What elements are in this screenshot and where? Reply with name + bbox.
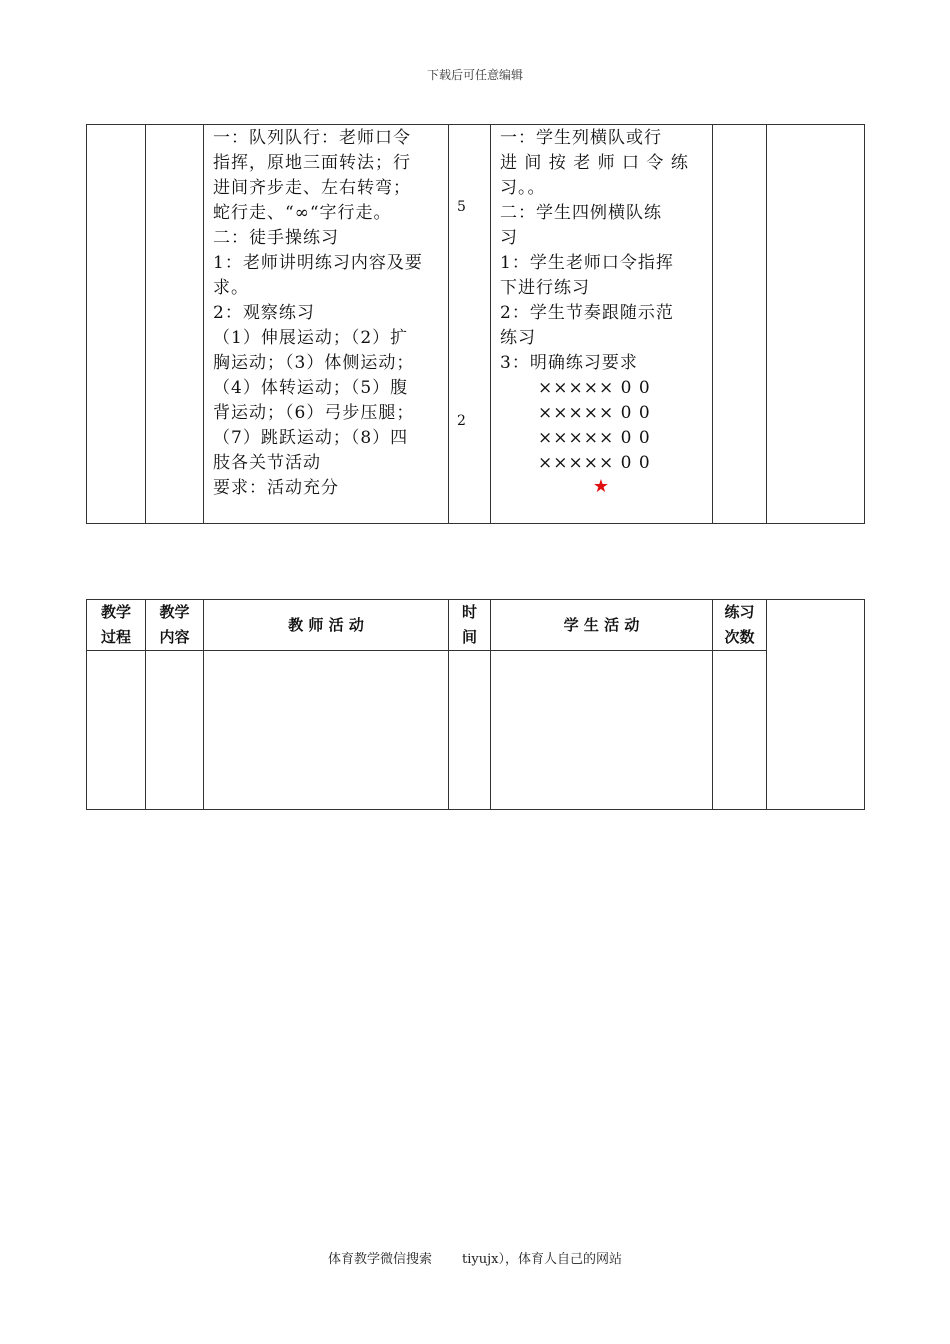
footer-text-1: 体育教学微信搜索 <box>328 1252 433 1267</box>
teacher-line: 1：老师讲明练习内容及要 <box>213 253 423 273</box>
teacher-line: 蛇行走、“∞“字行走。 <box>213 203 392 223</box>
formation-row: ××××× 0 0 <box>538 403 651 423</box>
header-student-activity: 学 生 活 动 <box>491 600 713 651</box>
teacher-line: 二：徒手操练习 <box>213 228 339 248</box>
formation-row: ××××× 0 0 <box>538 378 651 398</box>
formation-diagram <box>491 376 712 476</box>
teacher-line: （7）跳跃运动；（8）四 <box>213 428 409 448</box>
body-process <box>87 651 146 810</box>
student-line: 3：明确练习要求 <box>500 353 638 373</box>
teacher-line: （1）伸展运动；（2）扩 <box>213 328 409 348</box>
body-time <box>449 651 491 810</box>
student-line: 下进行练习 <box>500 278 590 298</box>
footer-text-2: tiyujx），体育人自己的网站 <box>462 1252 622 1267</box>
time-cell <box>449 125 491 524</box>
teacher-line: 求。 <box>213 278 249 298</box>
teacher-line: 肢各关节活动 <box>213 453 321 473</box>
student-line: 一：学生列横队或行 <box>500 128 662 148</box>
formation-row: ××××× 0 0 <box>538 428 651 448</box>
student-line: 二：学生四例横队练 <box>500 203 662 223</box>
body-reps <box>713 651 767 810</box>
lesson-table-2 <box>86 599 865 810</box>
header-reps: 练习 次数 <box>713 600 767 651</box>
student-line: 1：学生老师口令指挥 <box>500 253 674 273</box>
page-header: 下载后可任意编辑 <box>426 68 523 82</box>
teacher-line: （4）体转运动；（5）腹 <box>213 378 409 398</box>
teacher-line: 进间齐步走、左右转弯； <box>213 178 411 198</box>
reps-cell <box>713 125 767 524</box>
student-activity-cell <box>491 125 713 524</box>
teacher-activity-text <box>204 125 448 501</box>
body-teacher-activity <box>204 651 449 810</box>
teacher-line: 背运动；（6）弓步压腿； <box>213 403 415 423</box>
time-value-1: 5 <box>457 199 466 215</box>
teacher-activity-cell <box>204 125 449 524</box>
page-footer <box>0 1248 950 1267</box>
content-cell <box>146 125 204 524</box>
process-cell <box>87 125 146 524</box>
teacher-line: 要求：活动充分 <box>213 478 339 498</box>
student-line: 习。。 <box>500 178 546 198</box>
extra-column <box>767 600 865 810</box>
teacher-line: 2：观察练习 <box>213 303 315 323</box>
body-student-activity <box>491 651 713 810</box>
teacher-line: 一：队列队行：老师口令 <box>213 128 411 148</box>
student-line: 习 <box>500 228 518 248</box>
formation-row: ××××× 0 0 <box>538 453 651 473</box>
teacher-line: 胸运动；（3）体侧运动； <box>213 353 415 373</box>
body-content <box>146 651 204 810</box>
teacher-marker-star: ★ <box>592 476 610 497</box>
time-value-2: 2 <box>457 413 466 429</box>
lesson-table-1 <box>86 124 865 524</box>
extra-cell <box>767 125 865 524</box>
header-content: 教学 内容 <box>146 600 204 651</box>
student-activity-text <box>491 125 712 376</box>
header-process: 教学 过程 <box>87 600 146 651</box>
header-teacher-activity: 教 师 活 动 <box>204 600 449 651</box>
header-time: 时 间 <box>449 600 491 651</box>
teacher-line: 指挥，原地三面转法；行 <box>213 153 411 173</box>
student-line: 进 间 按 老 师 口 令 练 <box>500 153 689 173</box>
student-line: 练习 <box>500 328 536 348</box>
student-line: 2：学生节奏跟随示范 <box>500 303 674 323</box>
